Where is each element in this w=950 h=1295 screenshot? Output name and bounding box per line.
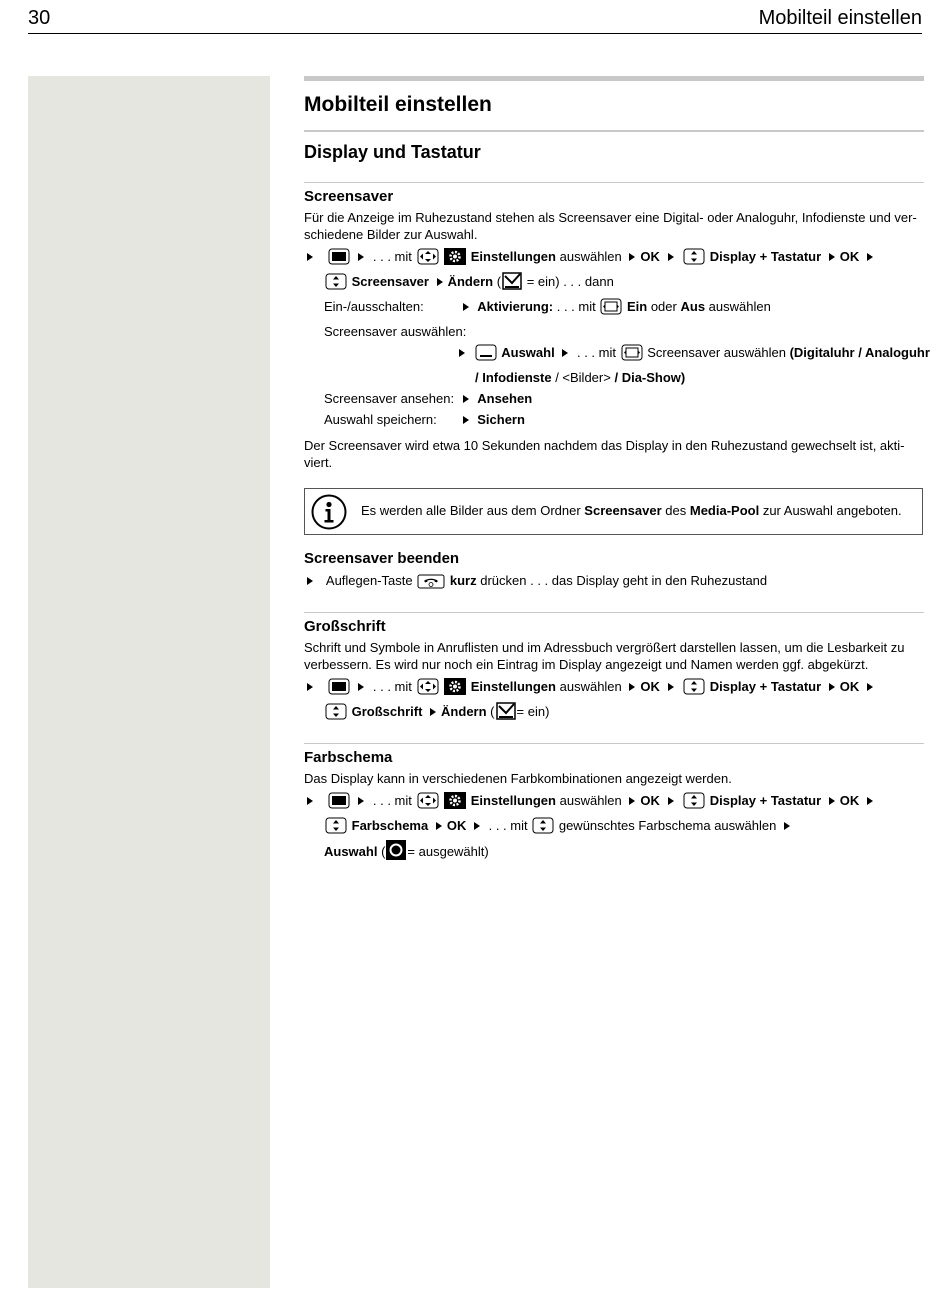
farbschema-step-3: Auswahl ( = ausgewählt) [304,840,924,866]
page-number: 30 [28,7,51,29]
grossschrift-step-1: . . . mit Einstellungen auswählen OK Display + Tastatur OK [304,676,924,701]
farbschema-section [304,744,924,866]
menu-key-icon [328,792,350,815]
screensaver-intro-line-1: Für die Anzeige im Ruhezustand stehen als Screensaver eine Digital- oder Analoguhr, Infodienste und ver- [304,210,917,225]
arrow-right-icon [829,253,835,261]
screensaver-row-view: Screensaver ansehen: Ansehen [324,391,533,406]
arrow-right-icon [307,577,313,585]
arrow-right-icon [829,683,835,691]
screensaver-end-step: Auflegen-Taste kurz drücken . . . das Display geht in den Ruhezustand [304,570,924,595]
grossschrift-step-2: Großschrift Ändern ( = ein) [304,701,924,726]
menu-key-icon [328,248,350,271]
arrow-right-icon [629,683,635,691]
screensaver-row-select: Auswahl . . . mit Screensaver auswählen (Digitaluhr / Analoguhr [304,342,924,367]
up-down-key-icon [683,248,705,271]
up-down-key-icon [532,817,554,840]
arrow-right-icon [668,253,674,261]
screensaver-end-section [304,535,924,595]
grossschrift-intro-line-1: Schrift und Symbole in Anruflisten und im Adressbuch vergrößert darstellen lassen, um die Lesbarkeit zu [304,640,905,655]
screensaver-row-save: Auswahl speichern: Sichern [324,412,525,427]
arrow-right-icon [459,349,465,357]
settings-gear-icon [444,678,466,701]
info-icon [311,494,347,533]
arrow-right-icon [307,683,313,691]
settings-gear-icon [444,792,466,815]
screensaver-outro-line-2: viert. [304,455,333,470]
screensaver-heading: Screensaver [304,188,394,205]
main-content [304,76,930,866]
sidebar-panel [28,76,270,1288]
grossschrift-intro-line-2: verbessern. Es wird nur noch ein Eintrag im Display angezeigt und Namen werden ggf. abgekürzt. [304,657,869,672]
screensaver-row-select-options: / Infodienste / <Bilder> / Dia-Show) [475,370,686,385]
screensaver-end-heading: Screensaver beenden [304,550,460,567]
arrow-right-icon [562,349,568,357]
radio-selected-icon [386,840,406,866]
arrow-right-icon [474,822,480,830]
end-call-key-icon [417,574,445,595]
arrow-right-icon [784,822,790,830]
left-right-key-icon [621,344,643,367]
up-down-key-icon [325,817,347,840]
arrow-right-icon [358,683,364,691]
menu-key-icon [328,678,350,701]
display-key-icon [475,344,497,367]
farbschema-step-1: . . . mit Einstellungen auswählen OK Display + Tastatur OK [304,790,924,815]
arrow-right-icon [629,797,635,805]
arrow-right-icon [463,303,469,311]
up-down-key-icon [325,703,347,726]
grossschrift-heading: Großschrift [304,618,386,635]
section-title: Display und Tastatur [304,142,481,162]
screensaver-intro-line-2: schiedene Bilder zur Auswahl. [304,227,478,242]
screensaver-step-1: . . . mit Einstellungen auswählen OK Display + Tastatur OK [304,246,924,271]
arrow-right-icon [436,822,442,830]
arrow-right-icon [307,797,313,805]
arrow-right-icon [867,253,873,261]
left-right-key-icon [600,298,622,321]
arrow-right-icon [668,797,674,805]
screensaver-row-toggle: Ein-/ausschalten: Aktivierung: . . . mit Ein oder Aus auswählen [304,296,924,321]
arrow-right-icon [867,797,873,805]
up-down-key-icon [683,678,705,701]
grossschrift-section [304,613,924,726]
arrow-right-icon [307,253,313,261]
arrow-right-icon [463,416,469,424]
farbschema-heading: Farbschema [304,749,393,766]
header-title: Mobilteil einstellen [758,7,922,29]
screensaver-section [304,183,930,535]
arrow-right-icon [437,278,443,286]
up-down-key-icon [325,273,347,296]
arrow-right-icon [358,253,364,261]
page-title: Mobilteil einstellen [304,93,492,116]
arrow-right-icon [668,683,674,691]
page-header [28,4,922,34]
arrow-right-icon [430,708,436,716]
navigation-key-icon [417,792,439,815]
farbschema-step-2: Farbschema OK . . . mit gewünschtes Farbschema auswählen [304,815,924,840]
arrow-right-icon [629,253,635,261]
arrow-right-icon [463,395,469,403]
arrow-right-icon [358,797,364,805]
info-note [304,488,923,535]
navigation-key-icon [417,678,439,701]
checkbox-checked-icon [496,702,516,726]
arrow-right-icon [867,683,873,691]
farbschema-intro: Das Display kann in verschiedenen Farbkombinationen angezeigt werden. [304,771,732,786]
screensaver-row-select-label: Screensaver auswählen: [324,324,467,339]
info-note-text: Es werden alle Bilder aus dem Ordner Screensaver des Media-Pool zur Auswahl angeboten. [361,503,902,518]
arrow-right-icon [829,797,835,805]
checkbox-checked-icon [502,272,522,296]
settings-gear-icon [444,248,466,271]
up-down-key-icon [683,792,705,815]
screensaver-outro-line-1: Der Screensaver wird etwa 10 Sekunden nachdem das Display in den Ruhezustand gewechselt ist, akti- [304,438,905,453]
navigation-key-icon [417,248,439,271]
screensaver-step-2: Screensaver Ändern ( = ein) . . . dann [304,271,924,296]
